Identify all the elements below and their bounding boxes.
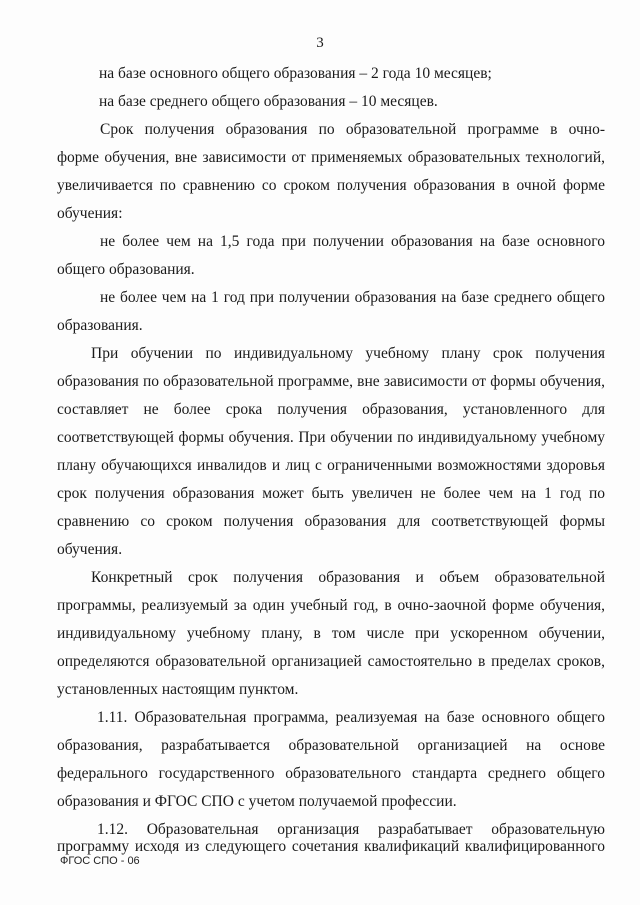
text-line: плану обучающихся инвалидов и лиц с ограниченными возможностями здоровья	[57, 457, 605, 474]
text-line: образования, разрабатывается образовательной организацией на основе	[57, 737, 605, 754]
page-number: 3	[316, 35, 324, 51]
text-line: определяются образовательной организацией самостоятельно в пределах сроков,	[57, 653, 605, 670]
footer-code: ФГОС СПО - 06	[60, 855, 140, 867]
text-line: 1.11. Образовательная программа, реализуемая на базе основного общего	[97, 709, 605, 726]
text-line: 1.12. Образовательная организация разрабатывает образовательную	[97, 821, 605, 838]
text-line: образования и ФГОС СПО с учетом получаемой профессии.	[57, 793, 457, 810]
text-line: программы, реализуемый за один учебный год, в очно-заочной форме обучения,	[57, 597, 605, 614]
text-line: на базе основного общего образования – 2 года 10 месяцев;	[99, 65, 492, 82]
text-line: обучения.	[57, 541, 123, 558]
text-line: образования по образовательной программе, вне зависимости от формы обучения,	[57, 373, 605, 390]
text-line: составляет не более срока получения образования, установленного для	[57, 401, 605, 418]
text-line: федерального государственного образовательного стандарта среднего общего	[57, 765, 605, 782]
text-line: не более чем на 1,5 года при получении образования на базе основного	[100, 233, 605, 250]
text-line: увеличивается по сравнению со сроком получения образования в очной форме	[57, 177, 605, 194]
text-line: образования.	[57, 317, 143, 334]
text-line: установленных настоящим пунктом.	[57, 681, 299, 698]
text-line: Конкретный срок получения образования и объем образовательной	[91, 569, 605, 586]
text-line: не более чем на 1 год при получении образования на базе среднего общего	[100, 289, 605, 306]
text-line: общего образования.	[57, 261, 195, 278]
text-line: При обучении по индивидуальному учебному плану срок получения	[91, 345, 605, 362]
text-line: Срок получения образования по образовательной программе в очно-	[100, 121, 605, 138]
text-line: сравнению со сроком получения образования для соответствующей формы	[57, 513, 605, 530]
text-line: срок получения образования может быть увеличен не более чем на 1 год по	[57, 485, 605, 502]
text-line: на базе среднего общего образования – 10 месяцев.	[99, 93, 438, 110]
text-line: обучения:	[57, 205, 123, 222]
text-line: программу исходя из следующего сочетания квалификаций квалифицированного	[57, 838, 605, 855]
text-line: индивидуальному учебному плану, в том числе при ускоренном обучении,	[57, 625, 605, 642]
text-line: соответствующей формы обучения. При обучении по индивидуальному учебному	[57, 429, 605, 446]
text-line: форме обучения, вне зависимости от применяемых образовательных технологий,	[57, 149, 605, 166]
